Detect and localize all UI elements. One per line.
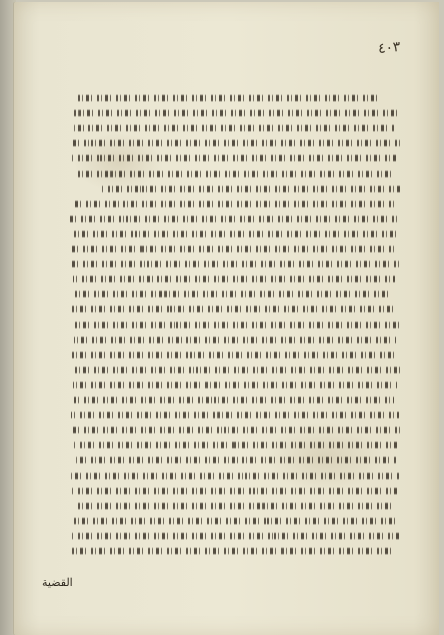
handwriting-stroke <box>70 470 400 481</box>
manuscript-line <box>76 168 394 179</box>
manuscript-line <box>71 349 398 360</box>
manuscript-line <box>74 394 394 405</box>
manuscript-line <box>70 364 400 375</box>
handwriting-stroke <box>74 288 392 299</box>
handwriting-stroke <box>74 394 394 405</box>
handwriting-stroke <box>70 213 400 224</box>
manuscript-line <box>72 228 399 239</box>
handwriting-stroke <box>70 258 400 269</box>
manuscript-line <box>70 424 400 435</box>
manuscript-line <box>74 500 392 511</box>
manuscript-line <box>73 439 398 450</box>
handwriting-stroke <box>71 319 400 330</box>
handwriting-stroke <box>71 530 400 541</box>
manuscript-line <box>100 183 400 194</box>
handwriting-stroke <box>72 545 396 556</box>
manuscript-line <box>71 515 397 526</box>
manuscript-line <box>70 213 400 224</box>
handwriting-stroke <box>100 183 400 194</box>
manuscript-line <box>74 288 392 299</box>
manuscript-page <box>14 2 439 635</box>
manuscript-line <box>74 198 396 209</box>
handwriting-stroke <box>70 364 400 375</box>
handwriting-stroke <box>73 439 398 450</box>
manuscript-line <box>70 470 400 481</box>
handwriting-stroke <box>71 409 399 420</box>
handwriting-stroke <box>74 334 396 345</box>
manuscript-line <box>73 379 397 390</box>
handwriting-stroke <box>76 168 394 179</box>
manuscript-line <box>72 243 397 254</box>
handwriting-stroke <box>74 122 396 133</box>
handwriting-stroke <box>74 198 396 209</box>
manuscript-line <box>74 334 396 345</box>
manuscript-line <box>70 137 400 148</box>
manuscript-line <box>70 258 400 269</box>
handwriting-stroke <box>72 303 398 314</box>
handwriting-stroke <box>72 243 397 254</box>
handwriting-stroke <box>74 500 392 511</box>
handwriting-stroke <box>74 454 396 465</box>
handwriting-stroke <box>78 92 378 103</box>
manuscript-line <box>71 409 399 420</box>
manuscript-line <box>72 303 398 314</box>
handwriting-stroke <box>71 349 398 360</box>
manuscript-line <box>74 454 396 465</box>
manuscript-line <box>72 545 396 556</box>
manuscript-line <box>72 107 400 118</box>
handwriting-stroke <box>70 424 400 435</box>
handwriting-stroke <box>73 273 395 284</box>
catchword: القضية <box>42 576 73 589</box>
handwriting-stroke <box>71 515 397 526</box>
handwritten-text-block <box>70 92 400 562</box>
manuscript-line <box>71 485 398 496</box>
manuscript-line <box>71 319 400 330</box>
handwriting-stroke <box>72 152 398 163</box>
manuscript-line <box>72 152 398 163</box>
manuscript-line <box>73 273 395 284</box>
handwriting-stroke <box>70 137 400 148</box>
handwriting-stroke <box>73 379 397 390</box>
handwriting-stroke <box>72 228 399 239</box>
folio-number: ٤٠٣ <box>377 38 402 58</box>
manuscript-line <box>71 530 400 541</box>
handwriting-stroke <box>71 485 398 496</box>
manuscript-line <box>78 92 378 103</box>
manuscript-line <box>74 122 396 133</box>
handwriting-stroke <box>72 107 400 118</box>
